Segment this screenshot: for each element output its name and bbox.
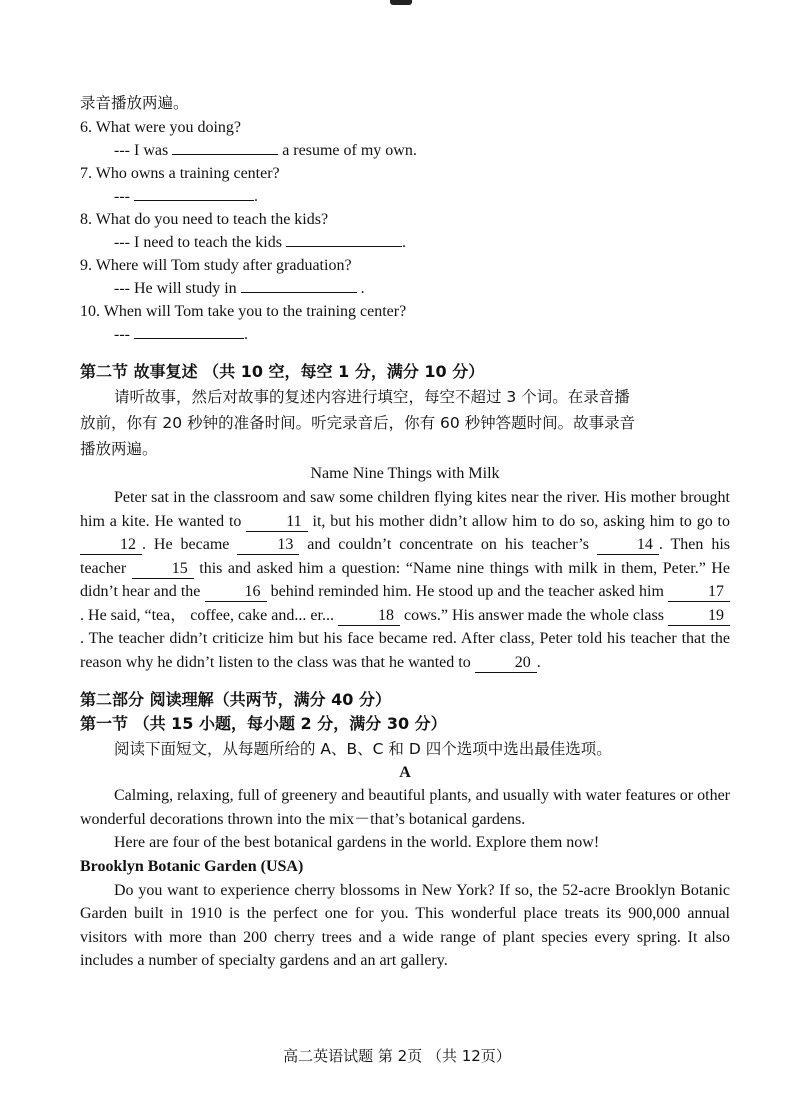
section2-instruction-2: 放前，你有 20 秒钟的准备时间。听完录音后，你有 60 秒钟答题时间。故事录音	[80, 414, 636, 432]
story-text: . He said, “tea， coffee, cake and... er...	[80, 606, 338, 624]
story-text: and couldn’t concentrate on his teacher’s	[299, 536, 597, 553]
answer-prefix: --- I was	[114, 142, 173, 159]
question-6: 6. What were you doing?	[80, 119, 241, 136]
answer-suffix: a resume of my own.	[278, 142, 417, 159]
passage-paragraph-3: Do you want to experience cherry blossoms in New York? If so, the 52-acre Brooklyn Botanic Garden built in 1910 is the perfect one for you. This wonderful place treats its 900,000 annual visitors with more than 200 cherry trees and a wide range of plant species every spring. It also includes a number of specialty gardens and an art gallery.	[80, 881, 730, 969]
answer-suffix: .	[356, 280, 365, 297]
passage-paragraph-1: Calming, relaxing, full of greenery and beautiful plants, and usually with water features or other wonderful decorations thrown into the mix－that’s botanical gardens.	[80, 787, 730, 828]
story-text: cows.” His answer made the whole class	[399, 606, 668, 624]
answer-blank[interactable]	[286, 231, 402, 247]
part2-instruction: 阅读下面短文，从每题所给的 A、B、C 和 D 四个选项中选出最佳选项。	[114, 740, 612, 758]
question-7: 7. Who owns a training center?	[80, 165, 280, 182]
blank-11[interactable]: 11	[246, 513, 307, 532]
passage-subheading: Brooklyn Botanic Garden (USA)	[80, 857, 304, 875]
story-paragraph	[80, 486, 730, 674]
blank-14[interactable]: 14	[597, 536, 659, 555]
answer-prefix: ---	[114, 326, 134, 343]
answer-prefix: --- He will study in	[114, 280, 241, 297]
story-text: it, but his mother didn’t allow him to do so, asking him to go to	[307, 512, 731, 530]
answer-blank[interactable]	[134, 323, 244, 339]
blank-20[interactable]: 20	[475, 654, 537, 673]
part2-section1-heading: 第一节 （共 15 小题，每小题 2 分，满分 30 分）	[80, 714, 447, 733]
blank-18[interactable]: 18	[338, 607, 400, 626]
answer-suffix: .	[401, 234, 406, 251]
section1-tail: 录音播放两遍。	[80, 94, 189, 112]
passage-body-2	[80, 879, 730, 973]
story-title: Name Nine Things with Milk	[310, 465, 500, 482]
story-text: . Then his teacher	[80, 536, 730, 577]
answer-9	[80, 277, 730, 300]
story-text: . The teacher didn’t criticize him but his face became red. After class, Peter told his teacher that the reason why he didn’t listen to the class was that he wanted to	[80, 630, 730, 671]
answer-10	[80, 323, 730, 346]
answer-7	[80, 185, 730, 208]
story-text: this and asked him a question: “Name nine things with milk in them, Peter.” He didn’t hear and the	[80, 559, 730, 600]
answer-blank[interactable]	[241, 277, 357, 293]
answer-suffix: .	[243, 326, 248, 343]
passage-body	[80, 784, 730, 855]
blank-19[interactable]: 19	[668, 607, 730, 626]
page-footer: 高二英语试题 第 2页 （共 12页）	[283, 1047, 511, 1065]
story-text: Peter sat in the classroom and saw some children flying kites near the river. His mother brought him a kite. He wanted to	[80, 489, 730, 530]
section2-heading: 第二节 故事复述 （共 10 空，每空 1 分，满分 10 分）	[80, 362, 485, 381]
blank-15[interactable]: 15	[132, 560, 194, 579]
page-top-mark	[390, 0, 412, 5]
question-9: 9. Where will Tom study after graduation?	[80, 257, 352, 274]
passage-paragraph-2: Here are four of the best botanical gardens in the world. Explore them now!	[114, 834, 600, 851]
answer-blank[interactable]	[134, 185, 254, 201]
section2-instruction-1: 请听故事，然后对故事的复述内容进行填空，每空不超过 3 个词。在录音播	[114, 388, 630, 406]
passage-label: A	[399, 764, 411, 781]
story-text: behind reminded him. He stood up and the teacher asked him	[266, 583, 668, 600]
section2-instruction-3: 播放两遍。	[80, 440, 158, 458]
answer-prefix: --- I need to teach the kids	[114, 234, 286, 251]
answer-8	[80, 231, 730, 254]
question-8: 8. What do you need to teach the kids?	[80, 211, 329, 228]
page-content	[80, 90, 730, 973]
answer-6	[80, 139, 730, 162]
part2-heading: 第二部分 阅读理解（共两节，满分 40 分）	[80, 690, 391, 709]
blank-17[interactable]: 17	[668, 583, 730, 602]
answer-blank[interactable]	[172, 139, 278, 155]
answer-prefix: ---	[114, 188, 134, 205]
story-text: .	[536, 653, 541, 671]
story-text: . He became	[142, 536, 238, 553]
blank-12[interactable]: 12	[80, 536, 142, 555]
blank-16[interactable]: 16	[205, 583, 267, 602]
answer-suffix: .	[253, 188, 258, 205]
blank-13[interactable]: 13	[237, 536, 299, 555]
question-10: 10. When will Tom take you to the training center?	[80, 303, 407, 320]
